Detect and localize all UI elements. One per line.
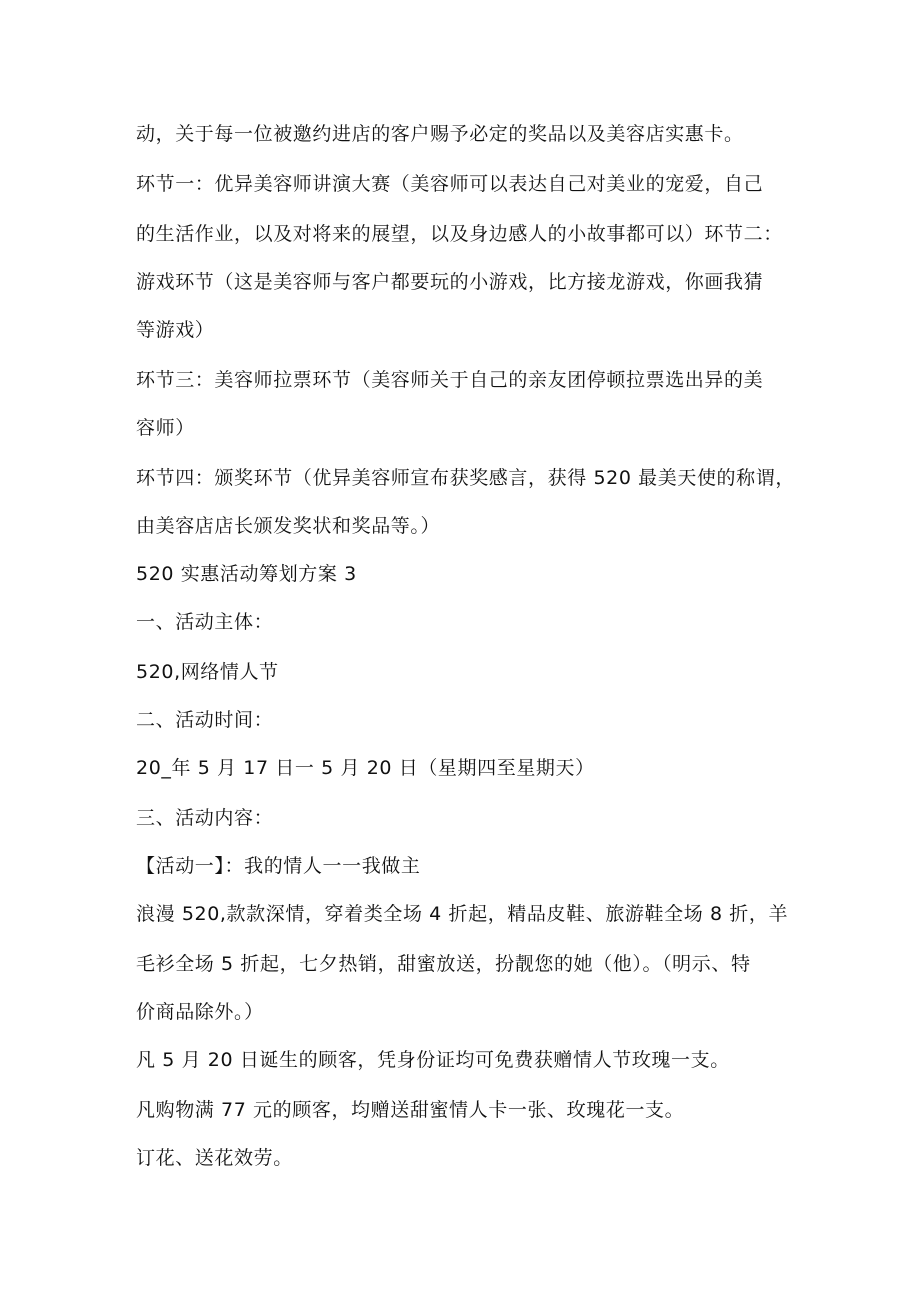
text-line: 20_年 5 月 17 日一 5 月 20 日（星期四至星期天）: [136, 757, 595, 779]
text-line: 凡购物满 77 元的顾客，均赠送甜蜜情人卡一张、玫瑰花一支。: [136, 1099, 685, 1121]
text-line: 由美容店店长颁发奖状和奖品等。）: [136, 515, 441, 537]
text-line: 三、活动内容：: [136, 807, 274, 829]
text-line: 容师）: [136, 417, 195, 439]
text-line: 等游戏）: [136, 319, 215, 341]
text-line: 动，关于每一位被邀约进店的客户赐予必定的奖品以及美容店实惠卡。: [136, 123, 744, 145]
text-line: 二、活动时间：: [136, 709, 274, 731]
text-line: 环节三：美容师拉票环节（美容师关于自己的亲友团停顿拉票选出异的美: [136, 369, 764, 391]
text-line: 订花、送花效劳。: [136, 1147, 293, 1169]
section-heading: 520 实惠活动筹划方案 3: [136, 563, 357, 585]
text-line: 游戏环节（这是美容师与客户都要玩的小游戏，比方接龙游戏，你画我猜: [136, 271, 764, 293]
text-line: 一、活动主体：: [136, 611, 274, 633]
text-line: 价商品除外。）: [136, 1001, 264, 1023]
text-line: 【活动一】：我的情人一一我做主: [136, 855, 421, 877]
text-line: 毛衫全场 5 折起，七夕热销，甜蜜放送，扮靓您的她（他）。（明示、特: [136, 953, 751, 975]
text-line: 凡 5 月 20 日诞生的顾客，凭身份证均可免费获赠情人节玫瑰一支。: [136, 1049, 730, 1071]
text-line: 浪漫 520,款款深情，穿着类全场 4 折起，精品皮鞋、旅游鞋全场 8 折，羊: [136, 903, 789, 925]
text-line: 环节一：优异美容师讲演大赛（美容师可以表达自己对美业的宠爱，自己: [136, 173, 764, 195]
text-line: 的生活作业，以及对将来的展望，以及身边感人的小故事都可以）环节二：: [136, 223, 783, 245]
text-line: 环节四：颁奖环节（优异美容师宣布获奖感言，获得 520 最美天使的称谓，: [136, 467, 795, 489]
text-line: 520,网络情人节: [136, 661, 279, 683]
